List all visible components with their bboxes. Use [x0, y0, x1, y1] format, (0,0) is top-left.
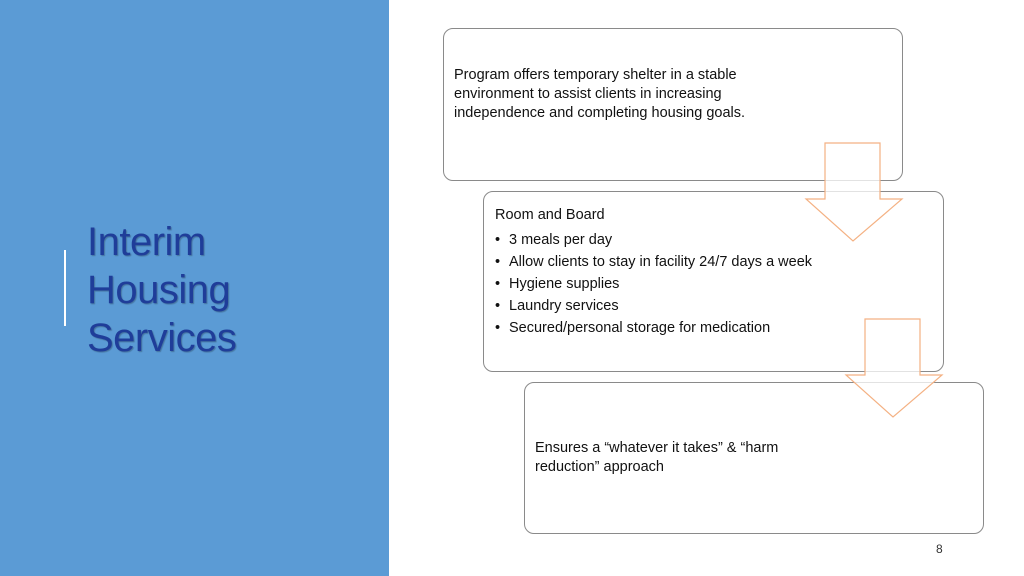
- list-item: • Allow clients to stay in facility 24/7 days a week: [509, 253, 815, 272]
- room-and-board-content: [495, 206, 815, 341]
- title-line-1: Interim: [87, 220, 206, 264]
- slide-title: [87, 218, 377, 362]
- down-arrow-icon: [843, 318, 945, 419]
- list-item: • Laundry services: [509, 297, 815, 316]
- page-number: 8: [936, 542, 943, 556]
- program-description: Program offers temporary shelter in a stable environment to assist clients in increasing independence and completing housing goals.: [454, 67, 746, 121]
- title-line-3: Services: [87, 316, 237, 360]
- list-item: • Hygiene supplies: [509, 275, 815, 294]
- room-and-board-list: [495, 231, 815, 338]
- title-divider: [64, 250, 66, 326]
- down-arrow-icon: [803, 142, 905, 243]
- list-item: • 3 meals per day: [509, 231, 815, 250]
- list-item: • Secured/personal storage for medication: [509, 319, 815, 338]
- room-and-board-heading: Room and Board: [495, 207, 605, 223]
- approach-description: Ensures a “whatever it takes” & “harm reduction” approach: [535, 440, 779, 475]
- title-panel: [0, 0, 389, 576]
- title-line-2: Housing: [87, 268, 231, 312]
